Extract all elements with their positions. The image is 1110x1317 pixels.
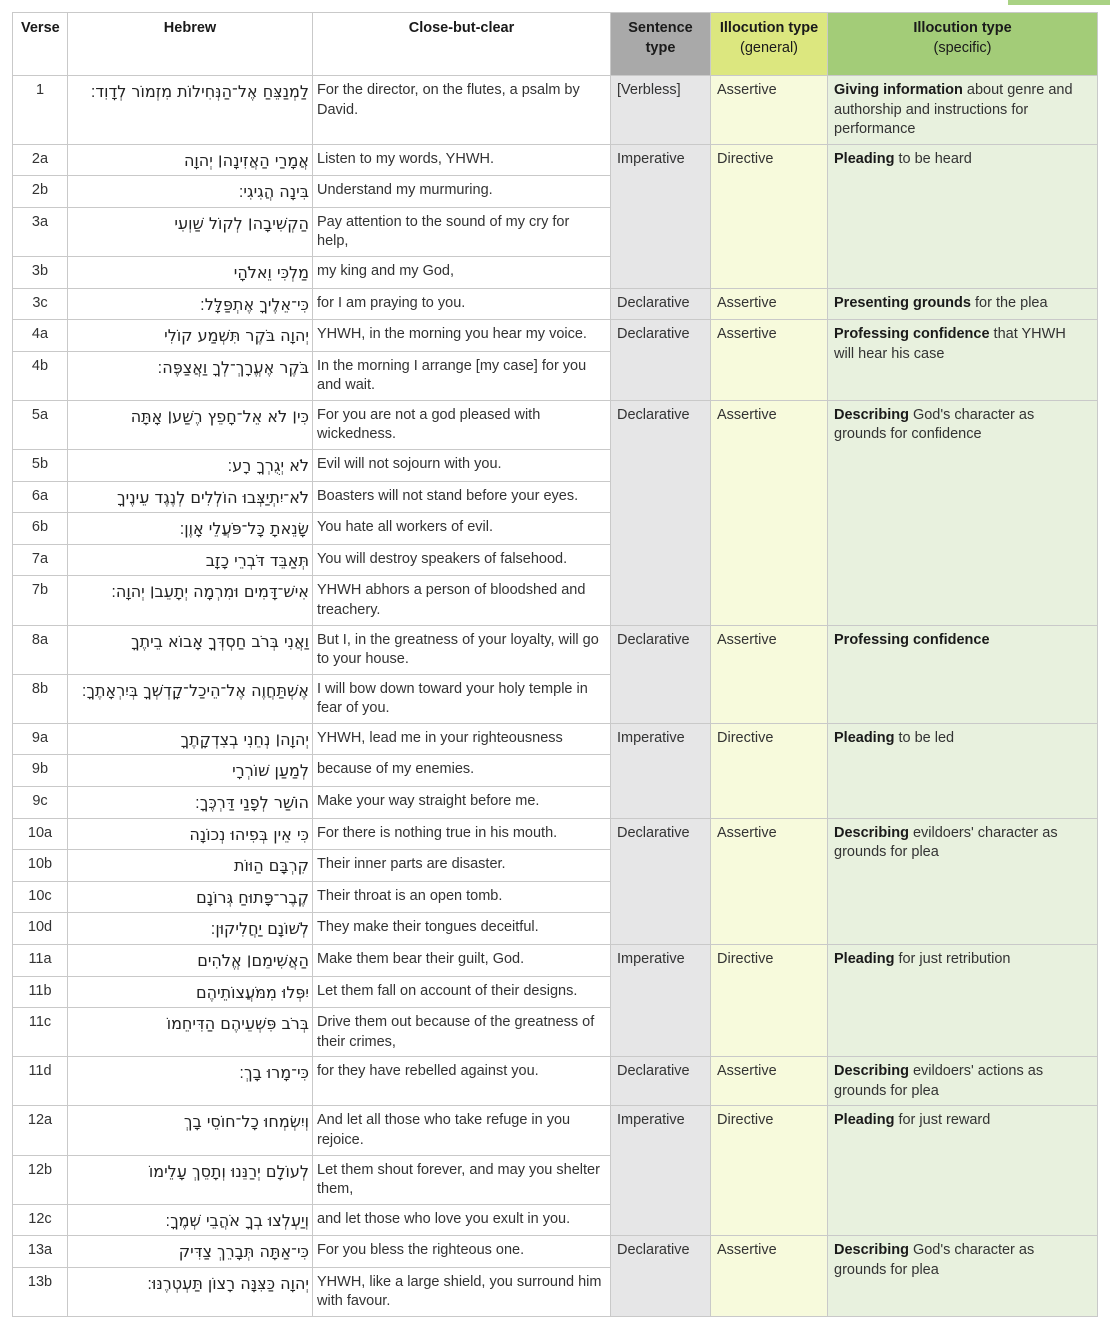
illocution-specific-rest: God's character as grounds for plea	[834, 1242, 1035, 1278]
hebrew-cell: וַאֲנִי בְּרֹב חַסְדְּךָ אָבוֹא בֵיתֶךָ	[68, 625, 313, 674]
sentence-type-cell: Declarative	[611, 1236, 711, 1317]
verse-cell: 11c	[13, 1008, 68, 1057]
hebrew-cell: בִּינָה הֲגִיגִי׃	[68, 176, 313, 208]
hebrew-cell: לַמְנַצֵּחַ אֶל־הַנְּחִילוֹת מִזְמוֹר לְדָוִד׃	[68, 76, 313, 145]
illocution-general-cell: Assertive	[711, 320, 828, 401]
hebrew-cell: כִּי־אַתָּה תְּבָרֵךְ צַדִּיק	[68, 1236, 313, 1268]
table-row	[13, 144, 1098, 176]
hebrew-cell: אִישׁ־דָּמִים וּמִרְמָה יְתָעֵב׀ יְהוָה׃	[68, 576, 313, 625]
illocution-specific-bold: Professing confidence	[834, 631, 990, 648]
hebrew-cell: וְיַעְלְצוּ בְךָ אֹהֲבֵי שְׁמֶךָ׃	[68, 1204, 313, 1236]
hebrew-cell: מַלְכִּי וֵאלֹהָי	[68, 257, 313, 289]
table-row	[13, 944, 1098, 976]
hebrew-cell: תְּאַבֵּד דֹּבְרֵי כָזָב	[68, 544, 313, 576]
col-header-hebrew: Hebrew	[68, 13, 313, 76]
hebrew-cell: לְשׁוֹנָם יַחֲלִיקוּן׃	[68, 913, 313, 945]
illocution-specific-rest: for just reward	[894, 1112, 991, 1129]
verse-cell: 4a	[13, 320, 68, 352]
illocution-specific-cell	[828, 1236, 1098, 1317]
illocution-general-cell: Assertive	[711, 1236, 828, 1317]
close-but-clear-cell: And let all those who take refuge in you rejoice.	[313, 1106, 611, 1155]
illocution-specific-cell	[828, 400, 1098, 625]
verse-cell: 11d	[13, 1057, 68, 1106]
close-but-clear-cell: YHWH, in the morning you hear my voice.	[313, 320, 611, 352]
sentence-type-cell: Declarative	[611, 818, 711, 944]
verse-cell: 12c	[13, 1204, 68, 1236]
illocution-general-cell: Assertive	[711, 1057, 828, 1106]
table-row	[13, 625, 1098, 674]
illocution-specific-rest: to be led	[894, 729, 955, 746]
close-but-clear-cell: Let them fall on account of their designs.	[313, 976, 611, 1008]
verse-cell: 8a	[13, 625, 68, 674]
verse-cell: 9c	[13, 786, 68, 818]
close-but-clear-cell: For there is nothing true in his mouth.	[313, 818, 611, 850]
hebrew-cell: בֹּקֶר אֶעֱרָךְ־לְךָ וַאֲצַפֶּה׃	[68, 351, 313, 400]
verse-cell: 13b	[13, 1267, 68, 1316]
illocution-specific-cell	[828, 320, 1098, 401]
hebrew-cell: קִרְבָּם הַוּוֹת	[68, 850, 313, 882]
close-but-clear-cell: for I am praying to you.	[313, 288, 611, 320]
verse-cell: 4b	[13, 351, 68, 400]
hebrew-cell: הַאֲשִׁימֵם׀ אֱלֹהִים	[68, 944, 313, 976]
illocution-specific-cell	[828, 625, 1098, 723]
hebrew-cell: הוֹשַׁר לְפָנַי דַּרְכֶּךָ׃	[68, 786, 313, 818]
illocution-specific-bold: Pleading	[834, 729, 895, 746]
illocution-specific-rest: about genre and authorship and instructions for performance	[834, 82, 1073, 138]
verse-cell: 5a	[13, 400, 68, 449]
table-row	[13, 320, 1098, 352]
illocution-specific-bold: Describing	[834, 1242, 909, 1259]
hebrew-cell: קֶבֶר־פָּתוּחַ גְּרוֹנָם	[68, 881, 313, 913]
illocution-specific-cell	[828, 288, 1098, 320]
close-but-clear-cell: Boasters will not stand before your eyes.	[313, 481, 611, 513]
table-row	[13, 818, 1098, 850]
sentence-type-cell: Declarative	[611, 320, 711, 401]
hebrew-cell: יְהוָה כַּצִּנָּה רָצוֹן תַּעְטְרֶנּוּ׃	[68, 1267, 313, 1316]
sentence-type-cell: Imperative	[611, 723, 711, 818]
sentence-type-cell: [Verbless]	[611, 76, 711, 145]
verse-cell: 2a	[13, 144, 68, 176]
illocution-general-cell: Assertive	[711, 625, 828, 723]
verse-cell: 3b	[13, 257, 68, 289]
table-body	[13, 76, 1098, 1317]
table-row	[13, 723, 1098, 755]
hebrew-cell: יְהוָה בֹּקֶר תִּשְׁמַע קוֹלִי	[68, 320, 313, 352]
hebrew-cell: הַקְשִׁיבָה׀ לְקוֹל שַׁוְעִי	[68, 207, 313, 256]
verse-cell: 3c	[13, 288, 68, 320]
close-but-clear-cell: because of my enemies.	[313, 755, 611, 787]
table-row	[13, 1057, 1098, 1106]
verse-cell: 10c	[13, 881, 68, 913]
hebrew-cell: כִּי־מָרוּ בָךְ׃	[68, 1057, 313, 1106]
illocution-specific-title: Illocution type	[913, 20, 1012, 36]
illocution-specific-cell	[828, 144, 1098, 288]
top-right-green-strip	[1008, 0, 1110, 5]
hebrew-cell: כִּי־אֵלֶיךָ אֶתְפַּלָּל׃	[68, 288, 313, 320]
close-but-clear-cell: YHWH abhors a person of bloodshed and treachery.	[313, 576, 611, 625]
close-but-clear-cell: They make their tongues deceitful.	[313, 913, 611, 945]
illocution-specific-rest: for just retribution	[894, 950, 1011, 967]
sentence-type-cell: Imperative	[611, 144, 711, 288]
verse-cell: 9b	[13, 755, 68, 787]
verse-cell: 6a	[13, 481, 68, 513]
close-but-clear-cell: for they have rebelled against you.	[313, 1057, 611, 1106]
hebrew-cell: כִּי׀ לֹא אֵל־חָפֵץ רֶשַׁע׀ אָתָּה	[68, 400, 313, 449]
sentence-type-cell: Imperative	[611, 1106, 711, 1236]
illocution-specific-bold: Presenting grounds	[834, 294, 971, 311]
illocution-general-cell: Directive	[711, 1106, 828, 1236]
verse-cell: 9a	[13, 723, 68, 755]
illocution-general-cell: Directive	[711, 723, 828, 818]
verse-cell: 13a	[13, 1236, 68, 1268]
close-but-clear-cell: Their throat is an open tomb.	[313, 881, 611, 913]
close-but-clear-cell: For you are not a god pleased with wickedness.	[313, 400, 611, 449]
hebrew-cell: וְיִשְׂמְחוּ כָל־חוֹסֵי בָךְ	[68, 1106, 313, 1155]
close-but-clear-cell: In the morning I arrange [my case] for you and wait.	[313, 351, 611, 400]
illocution-specific-cell	[828, 944, 1098, 1056]
hebrew-cell: אֶשְׁתַּחֲוֶה אֶל־הֵיכַל־קָדְשְׁךָ בְּיִרְאָתֶךָ׃	[68, 674, 313, 723]
verse-cell: 12a	[13, 1106, 68, 1155]
hebrew-cell: יְהוָה׀ נְחֵנִי בְצִדְקָתֶךָ	[68, 723, 313, 755]
illocution-general-cell: Assertive	[711, 76, 828, 145]
illocution-specific-rest: God's character as grounds for confidence	[834, 406, 1035, 443]
verse-cell: 10b	[13, 850, 68, 882]
illocution-specific-bold: Describing	[834, 406, 909, 423]
illocution-specific-rest: to be heard	[894, 150, 972, 167]
close-but-clear-cell: YHWH, lead me in your righteousness	[313, 723, 611, 755]
hebrew-cell: יִפְּלוּ מִמֹּעֲצוֹתֵיהֶם	[68, 976, 313, 1008]
illocution-general-cell: Directive	[711, 944, 828, 1056]
illocution-specific-bold: Giving information	[834, 82, 963, 98]
close-but-clear-cell: Drive them out because of the greatness of their crimes,	[313, 1008, 611, 1057]
illocution-specific-bold: Pleading	[834, 150, 895, 167]
verse-cell: 1	[13, 76, 68, 145]
hebrew-cell: לְעוֹלָם יְרַנֵּנוּ וְתָסֵךְ עָלֵימוֹ	[68, 1155, 313, 1204]
hebrew-cell: כִּי אֵין בְּפִיהוּ נְכוֹנָה	[68, 818, 313, 850]
illocution-general-title: Illocution type	[719, 20, 819, 36]
close-but-clear-cell: Understand my murmuring.	[313, 176, 611, 208]
illocution-specific-bold: Professing confidence	[834, 326, 990, 343]
verse-cell: 11a	[13, 944, 68, 976]
close-but-clear-cell: For the director, on the flutes, a psalm by David.	[313, 76, 611, 145]
illocution-specific-rest: that YHWH will hear his case	[834, 326, 1066, 362]
close-but-clear-cell: You hate all workers of evil.	[313, 513, 611, 545]
sentence-type-cell: Imperative	[611, 944, 711, 1056]
illocution-specific-bold: Describing	[834, 824, 909, 841]
close-but-clear-cell: my king and my God,	[313, 257, 611, 289]
hebrew-cell: שָׂנֵאתָ כָּל־פֹּעֲלֵי אָוֶן׃	[68, 513, 313, 545]
sentence-type-cell: Declarative	[611, 400, 711, 625]
close-but-clear-cell: Pay attention to the sound of my cry for help,	[313, 207, 611, 256]
illocution-general-cell: Assertive	[711, 818, 828, 944]
verse-cell: 11b	[13, 976, 68, 1008]
close-but-clear-cell: and let those who love you exult in you.	[313, 1204, 611, 1236]
illocution-specific-cell	[828, 76, 1098, 145]
verse-cell: 12b	[13, 1155, 68, 1204]
col-header-verse: Verse	[13, 13, 68, 76]
table-row	[13, 1236, 1098, 1268]
close-but-clear-cell: YHWH, like a large shield, you surround him with favour.	[313, 1267, 611, 1316]
verse-cell: 2b	[13, 176, 68, 208]
col-header-sentence-type: Sentence type	[611, 13, 711, 76]
hebrew-cell: לֹא־יִתְיַצְּבוּ הוֹלְלִים לְנֶגֶד עֵינֶיךָ	[68, 481, 313, 513]
verse-cell: 5b	[13, 450, 68, 482]
table-row	[13, 400, 1098, 449]
col-header-illocution-general	[711, 13, 828, 76]
verse-cell: 3a	[13, 207, 68, 256]
illocution-specific-subtitle: (specific)	[933, 39, 992, 56]
hebrew-cell: לֹא יְגֻרְךָ רָע׃	[68, 450, 313, 482]
close-but-clear-cell: Evil will not sojourn with you.	[313, 450, 611, 482]
illocution-specific-cell	[828, 818, 1098, 944]
verse-cell: 8b	[13, 674, 68, 723]
illocution-specific-bold: Pleading	[834, 1112, 895, 1129]
table-row	[13, 1106, 1098, 1155]
illocution-general-cell: Directive	[711, 144, 828, 288]
close-but-clear-cell: Their inner parts are disaster.	[313, 850, 611, 882]
close-but-clear-cell: Make your way straight before me.	[313, 786, 611, 818]
close-but-clear-cell: For you bless the righteous one.	[313, 1236, 611, 1268]
table-row	[13, 76, 1098, 145]
verse-cell: 7b	[13, 576, 68, 625]
verse-cell: 10a	[13, 818, 68, 850]
close-but-clear-cell: Let them shout forever, and may you shelter them,	[313, 1155, 611, 1204]
illocution-specific-bold: Pleading	[834, 950, 895, 967]
illocution-general-cell: Assertive	[711, 288, 828, 320]
close-but-clear-cell: You will destroy speakers of falsehood.	[313, 544, 611, 576]
col-header-close-but-clear: Close-but-clear	[313, 13, 611, 76]
sentence-type-cell: Declarative	[611, 625, 711, 723]
psalm-analysis-table	[12, 12, 1098, 1317]
sentence-type-cell: Declarative	[611, 288, 711, 320]
hebrew-cell: אֲמָרַי הַאֲזִינָה׀ יְהוָה	[68, 144, 313, 176]
illocution-specific-cell	[828, 1057, 1098, 1106]
col-header-illocution-specific	[828, 13, 1098, 76]
verse-cell: 6b	[13, 513, 68, 545]
verse-cell: 7a	[13, 544, 68, 576]
sentence-type-cell: Declarative	[611, 1057, 711, 1106]
illocution-specific-cell	[828, 1106, 1098, 1236]
illocution-specific-cell	[828, 723, 1098, 818]
illocution-specific-rest: evildoers' actions as grounds for plea	[834, 1063, 1044, 1099]
close-but-clear-cell: Listen to my words, YHWH.	[313, 144, 611, 176]
hebrew-cell: בְּרֹב פִּשְׁעֵיהֶם הַדִּיחֵמוֹ	[68, 1008, 313, 1057]
hebrew-cell: לְמַעַן שׁוֹרְרָי	[68, 755, 313, 787]
illocution-specific-rest: evildoers' character as grounds for plea	[834, 824, 1058, 861]
close-but-clear-cell: I will bow down toward your holy temple in fear of you.	[313, 674, 611, 723]
illocution-specific-bold: Describing	[834, 1063, 909, 1080]
close-but-clear-cell: Make them bear their guilt, God.	[313, 944, 611, 976]
verse-cell: 10d	[13, 913, 68, 945]
illocution-general-cell: Assertive	[711, 400, 828, 625]
header-row	[13, 13, 1098, 76]
close-but-clear-cell: But I, in the greatness of your loyalty, will go to your house.	[313, 625, 611, 674]
table-row	[13, 288, 1098, 320]
illocution-specific-rest: for the plea	[970, 294, 1048, 311]
illocution-general-subtitle: (general)	[739, 39, 799, 56]
